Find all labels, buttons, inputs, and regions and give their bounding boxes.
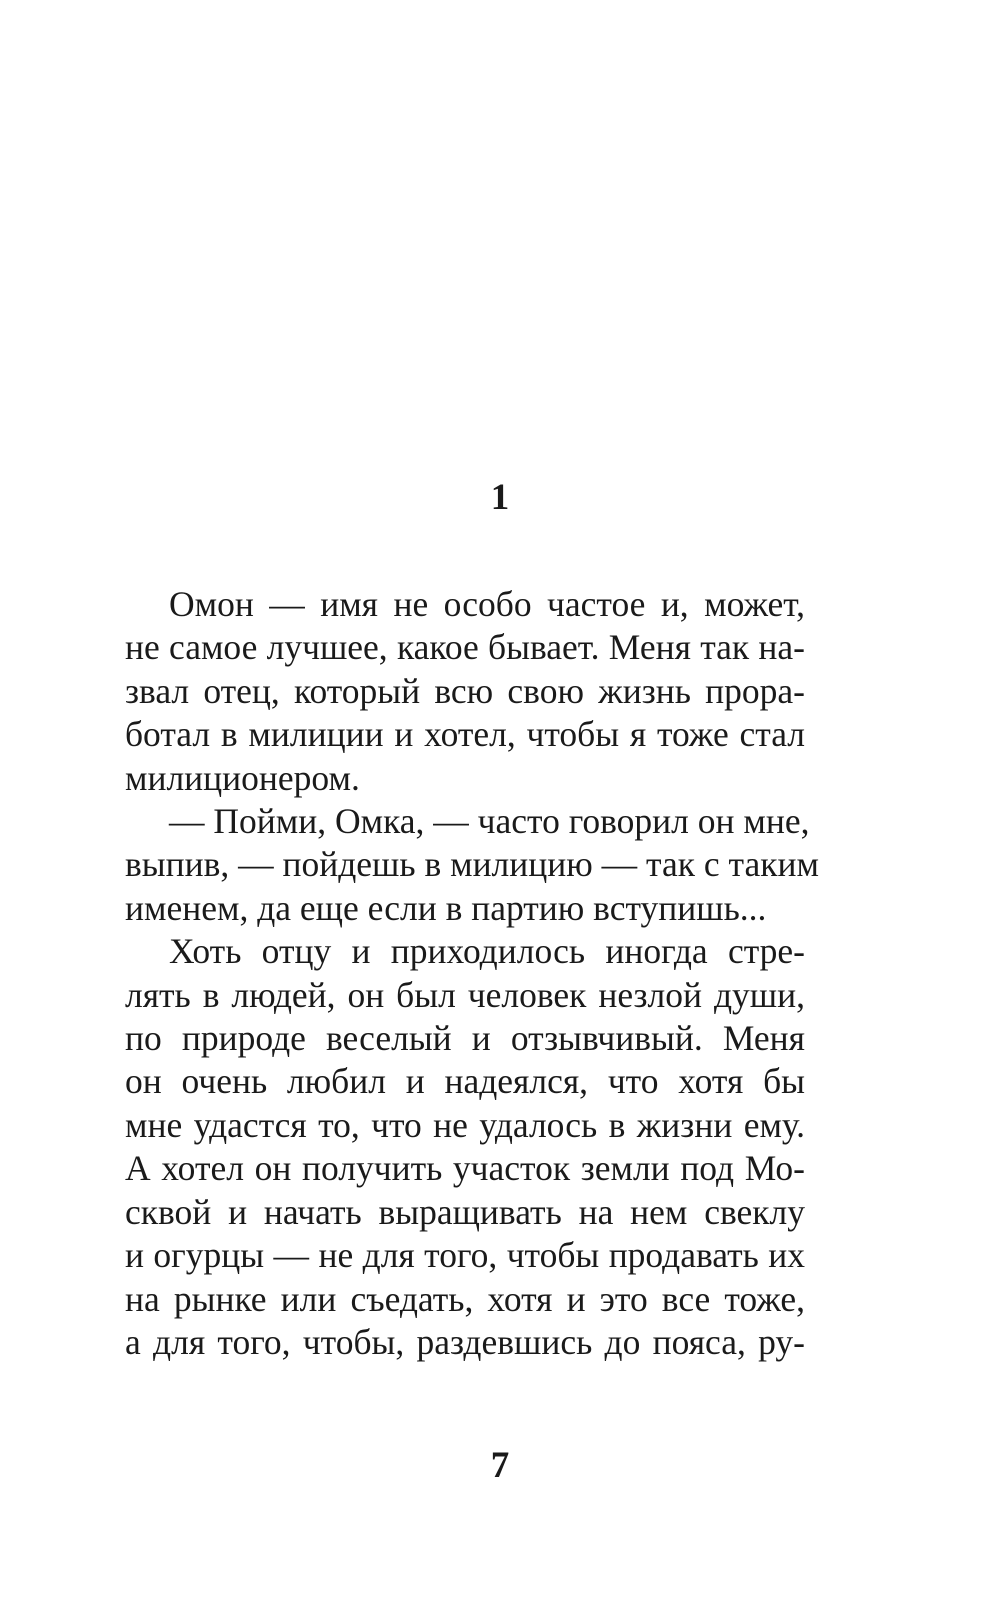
body-text	[125, 583, 819, 1364]
text-line: по природе веселый и отзывчивый. Меня	[125, 1018, 805, 1059]
text-line: он очень любил и надеялся, что хотя бы	[125, 1061, 805, 1102]
text-line: ботал в милиции и хотел, чтобы я тоже стал	[125, 714, 805, 755]
page-number: 7	[490, 1445, 510, 1486]
text-line: и огурцы — не для того, чтобы продавать их	[125, 1235, 805, 1276]
text-line: выпив, — пойдешь в милицию — так с таким	[125, 844, 819, 885]
chapter-number: 1	[490, 477, 510, 518]
text-line: на рынке или съедать, хотя и это все тоже,	[125, 1278, 805, 1319]
text-line: сквой и начать выращивать на нем свеклу	[125, 1191, 805, 1232]
text-line: лять в людей, он был человек незлой души,	[125, 974, 805, 1015]
text-line: а для того, чтобы, раздевшись до пояса, ру-	[125, 1321, 805, 1362]
text-line: — Пойми, Омка, — часто говорил он мне,	[169, 801, 810, 842]
text-line: А хотел он получить участок земли под Мо-	[125, 1148, 805, 1189]
text-line: милиционером.	[125, 757, 360, 798]
text-line: не самое лучшее, какое бывает. Меня так на-	[125, 627, 805, 668]
text-line: звал отец, который всю свою жизнь прора-	[125, 670, 805, 711]
text-line: Хоть отцу и приходилось иногда стре-	[169, 931, 805, 972]
text-line: Омон — имя не особо частое и, может,	[169, 584, 805, 624]
text-line: именем, да еще если в партию вступишь...	[125, 887, 767, 928]
text-line: мне удастся то, что не удалось в жизни ему.	[125, 1104, 805, 1145]
